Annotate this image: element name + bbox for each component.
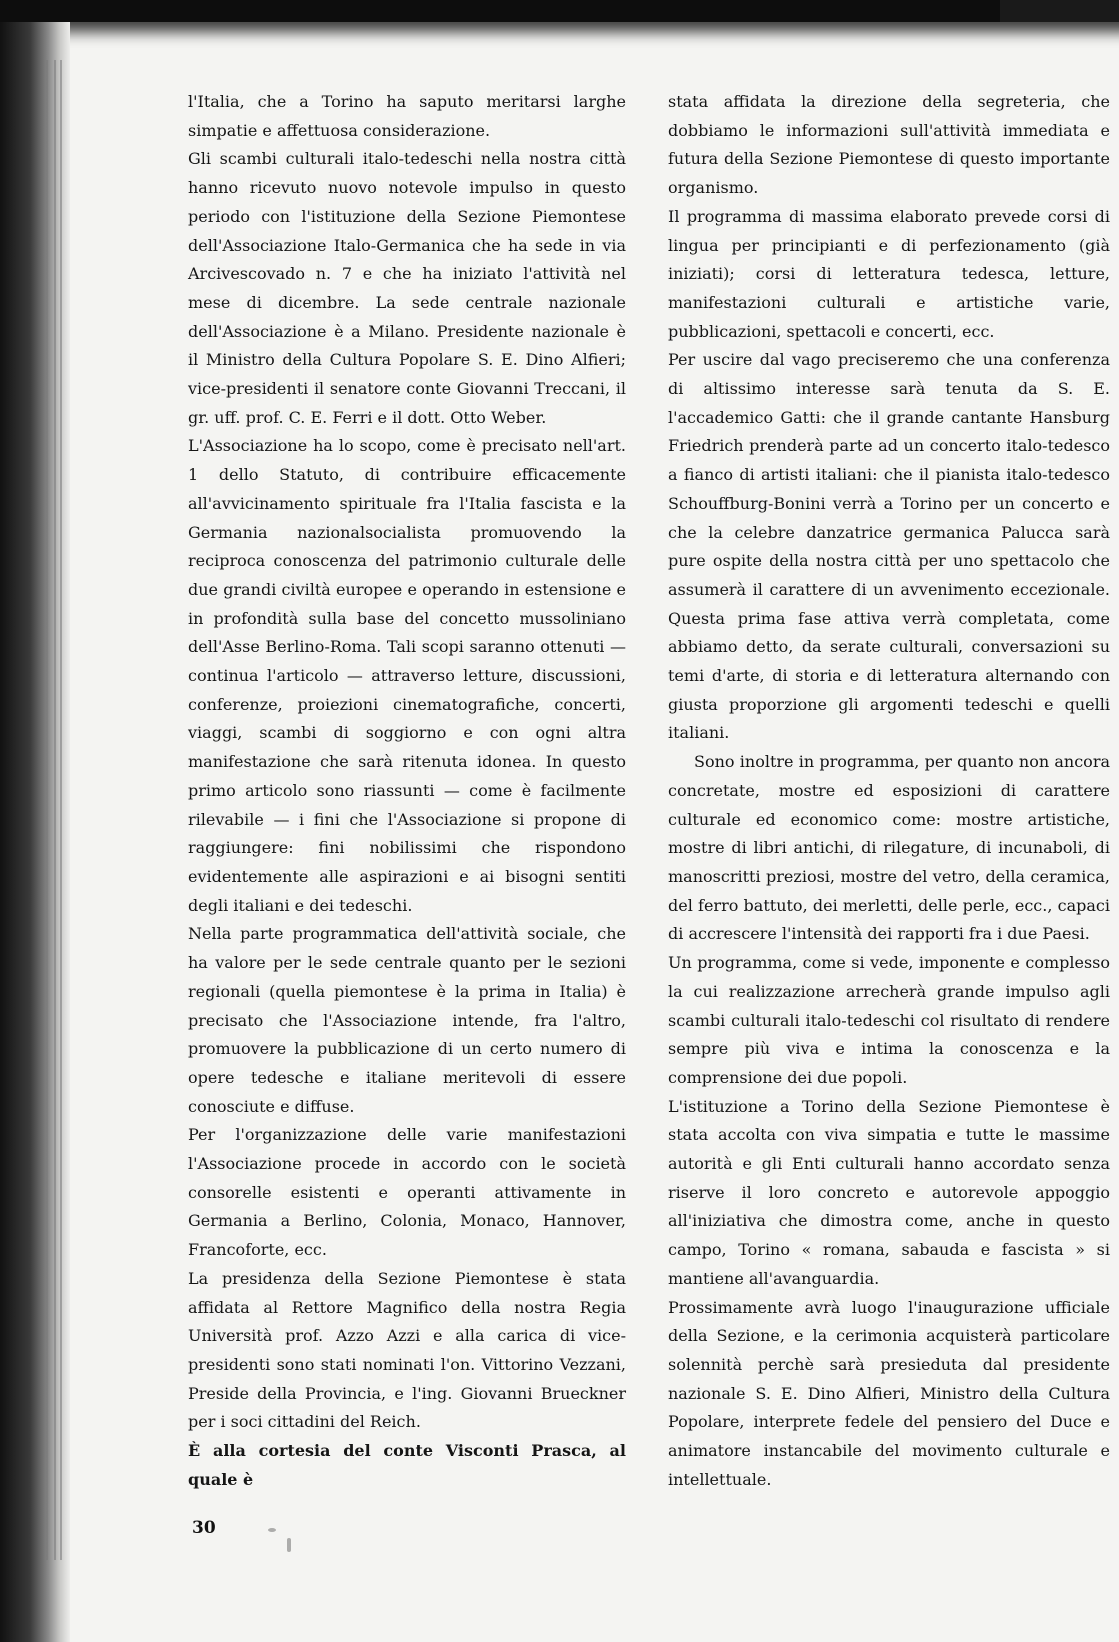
right-text-column xyxy=(668,88,1110,1494)
paragraph: stata affidata la direzione della segreteria, che dobbiamo le informazioni sull'attività immediata e futura della Sezione Piemontese di questo importante organismo. xyxy=(668,92,1110,198)
scan-top-edge xyxy=(0,0,1119,22)
paragraph: Sono inoltre in programma, per quanto non ancora concretate, mostre ed esposizioni di carattere culturale ed economico come: mostre artistiche, mostre di libri antichi, di rilegature, di incunaboli, di manoscritti preziosi, mostre del vetro, della ceramica, del ferro battuto, dei merletti, delle perle, ecc., capaci di accrescere l'intensità dei rapporti fra i due Paesi. xyxy=(668,752,1110,944)
paragraph: Nella parte programmatica dell'attività sociale, che ha valore per le sede centrale quanto per le sezioni regionali (quella piemontese è la prima in Italia) è precisato che l'Associazione intende, fra l'altro, promuovere la pubblicazione di un certo numero di opere tedesche e italiane meritevoli di essere conosciute e diffuse. xyxy=(188,924,626,1116)
paragraph: l'Italia, che a Torino ha saputo meritarsi larghe simpatie e affettuosa considerazione. xyxy=(188,92,626,140)
paragraph: È alla cortesia del conte Visconti Prasca, al quale è xyxy=(188,1441,626,1489)
left-text-column xyxy=(188,88,626,1494)
gutter-page-edge xyxy=(46,60,48,1560)
paragraph: Un programma, come si vede, imponente e complesso la cui realizzazione arrecherà grande impulso agli scambi culturali italo-tedeschi col risultato di rendere sempre più viva e intima la conoscenza e la comprensione dei due popoli. xyxy=(668,953,1110,1087)
scan-speck xyxy=(268,1528,276,1532)
paragraph: Per uscire dal vago preciseremo che una conferenza di altissimo interesse sarà tenuta da S. E. l'accademico Gatti: che il grande cantante Hansburg Friedrich prenderà parte ad un concerto italo-tedesco a fianco di artisti italiani: che il pianista italo-tedesco Schouffburg-Bonini verrà a Torino per un concerto e che la celebre danzatrice germanica Palucca sarà pure ospite della nostra città per uno spettacolo che assumerà il carattere di un avvenimento eccezionale. Questa prima fase attiva verrà completata, come abbiamo detto, da serate culturali, conversazioni su temi d'arte, di storia e di letteratura alternando con giusta proporzione gli argomenti tedeschi e quelli italiani. xyxy=(668,350,1110,743)
paragraph: L'istituzione a Torino della Sezione Piemontese è stata accolta con viva simpatia e tutte le massime autorità e gli Enti culturali hanno accordato senza riserve il loro concreto e autorevole appoggio all'iniziativa che dimostra come, anche in questo campo, Torino « romana, sabauda e fascista » si mantiene all'avanguardia. xyxy=(668,1096,1110,1288)
paragraph: La presidenza della Sezione Piemontese è stata affidata al Rettore Magnifico della nostra Regia Università prof. Azzo Azzi e alla carica di vice-presidenti sono stati nominati l'on. Vittorino Vezzani, Preside della Provincia, e l'ing. Giovanni Brueckner per i soci cittadini del Reich. xyxy=(188,1268,626,1432)
paragraph: Il programma di massima elaborato prevede corsi di lingua per principianti e di perfezionamento (già iniziati); corsi di letteratura tedesca, letture, manifestazioni culturali e artistiche varie, pubblicazioni, spettacoli e concerti, ecc. xyxy=(668,206,1110,341)
page-number: 30 xyxy=(192,1518,216,1538)
gutter-page-edge xyxy=(54,60,56,1560)
paragraph: Prossimamente avrà luogo l'inaugurazione ufficiale della Sezione, e la cerimonia acquisterà particolare solennità perchè sarà presieduta dal presidente nazionale S. E. Dino Alfieri, Ministro della Cultura Popolare, interprete fedele del pensiero del Duce e animatore instancabile del movimento culturale e intellettuale. xyxy=(668,1297,1110,1489)
scan-speck xyxy=(287,1538,291,1552)
paragraph: Per l'organizzazione delle varie manifestazioni l'Associazione procede in accordo con le società consorelle esistenti e operanti attivamente in Germania a Berlino, Colonia, Monaco, Hannover, Francoforte, ecc. xyxy=(188,1125,626,1260)
paragraph: L'Associazione ha lo scopo, come è precisato nell'art. 1 dello Statuto, di contribuire efficacemente all'avvicinamento spirituale fra l'Italia fascista e la Germania nazionalsocialista promuovendo la reciproca conoscenza del patrimonio culturale delle due grandi civiltà europee e operando in estensione e in profondità sulla base del concetto mussoliniano dell'Asse Berlino-Roma. Tali scopi saranno ottenuti — continua l'articolo — attraverso letture, discussioni, conferenze, proiezioni cinematografiche, concerti, viaggi, scambi di soggiorno e con ogni altra manifestazione che sarà ritenuta idonea. In questo primo articolo sono riassunti — come è facilmente rilevabile — i fini che l'Associazione si propone di raggiungere: fini nobilissimi che rispondono evidentemente alle aspirazioni e ai bisogni sentiti degli italiani e dei tedeschi. xyxy=(188,436,626,915)
paragraph: Gli scambi culturali italo-tedeschi nella nostra città hanno ricevuto nuovo notevole impulso in questo periodo con l'istituzione della Sezione Piemontese dell'Associazione Italo-Germanica che ha sede in via Arcivescovado n. 7 e che ha iniziato l'attività nel mese di dicembre. La sede centrale nazionale dell'Associazione è a Milano. Presidente nazionale è il Ministro della Cultura Popolare S. E. Dino Alfieri; vice-presidenti il senatore conte Giovanni Treccani, il gr. uff. prof. C. E. Ferri e il dott. Otto Weber. xyxy=(188,149,626,427)
gutter-page-edge xyxy=(60,60,62,1560)
